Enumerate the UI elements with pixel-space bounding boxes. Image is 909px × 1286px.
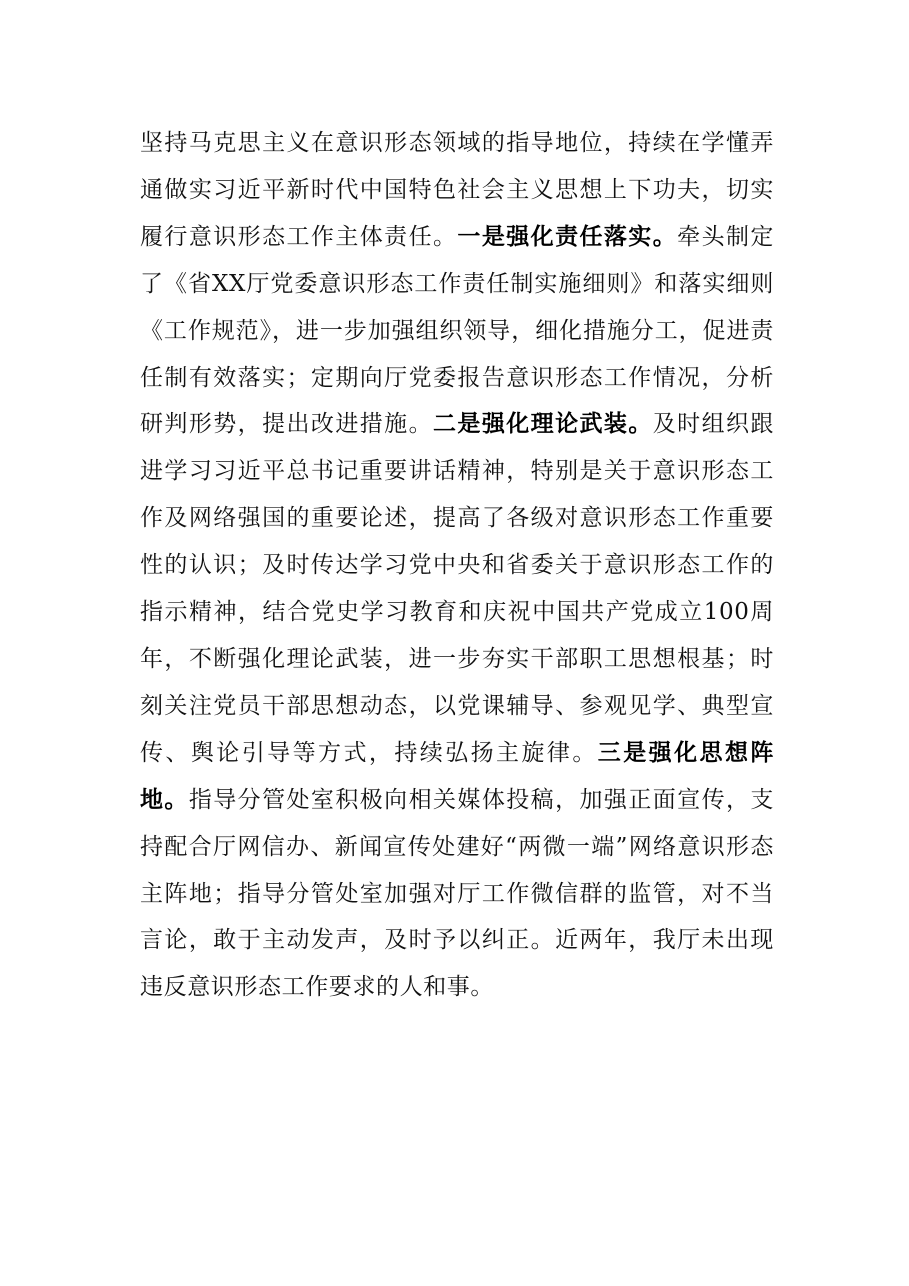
body-paragraph — [140, 120, 774, 1011]
bold-heading-position: 三是强化思想阵地。 — [140, 738, 774, 813]
bold-heading-responsibility: 一是强化责任落实。 — [457, 222, 678, 250]
paragraph-text: 指导分管处室积极向相关媒体投稿，加强正面宣传，支持配合厅网信办、新闻宣传处建好“两微一端”网络意识形态主阵地；指导分管处室加强对厅工作微信群的监管，对不当言论，敢于主动发声，及时予以纠正。近两年，我厅未出现违反意识形态工作要求的人和事。 — [140, 786, 775, 1001]
paragraph-text: 及时组织跟进学习习近平总书记重要讲话精神，特别是关于意识形态工作及网络强国的重要论述，提高了各级对意识形态工作重要性的认识；及时传达学习党中央和省委关于意识形态工作的指示精神，结合党史学习教育和庆祝中国共产党成立100周年，不断强化理论武装，进一步夯实干部职工思想根基；时刻关注党员干部思想动态，以党课辅导、参观见学、典型宣传、舆论引导等方式，持续弘扬主旋律。 — [140, 411, 775, 766]
paragraph-text: 牵头制定了《省XX厅党委意识形态工作责任制实施细则》和落实细则《工作规范》，进一步加强组织领导，细化措施分工，促进责任制有效落实；定期向厅党委报告意识形态工作情况，分析研判形势，提出改进措施。 — [140, 223, 775, 438]
paragraph-text: 坚持马克思主义在意识形态领域的指导地位，持续在学懂弄通做实习近平新时代中国特色社会主义思想上下功夫，切实履行意识形态工作主体责任。 — [140, 130, 774, 250]
bold-heading-theory: 二是强化理论武装。 — [433, 410, 653, 438]
